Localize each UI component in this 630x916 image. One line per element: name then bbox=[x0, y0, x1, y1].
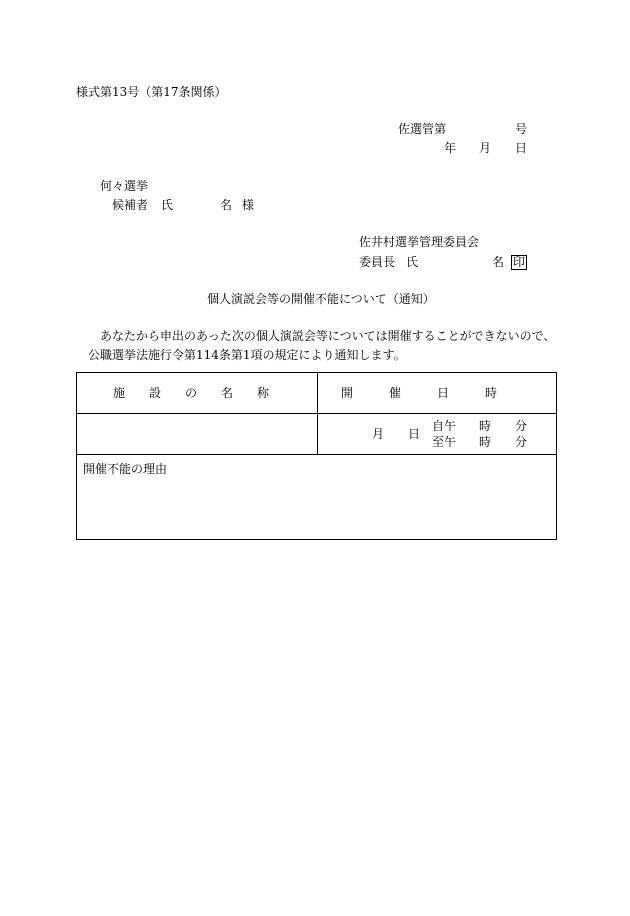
date-year: 年 bbox=[444, 141, 457, 155]
addressee-name-label-2: 名 bbox=[220, 198, 233, 212]
cell-from-hour: 時 bbox=[479, 419, 492, 433]
document-number-suffix: 号 bbox=[515, 122, 528, 136]
cell-from-minute: 分 bbox=[515, 419, 528, 433]
cell-to-hour: 時 bbox=[479, 435, 492, 449]
header-date-time: 開 催 日 時 bbox=[341, 386, 498, 400]
cell-to-minute: 分 bbox=[515, 435, 528, 449]
form-number: 様式第13号（第17条関係） bbox=[76, 85, 227, 99]
body-line-1: あなたから申出のあった次の個人演説会等については開催することができないので、 bbox=[100, 329, 556, 343]
sender-title: 委員長 bbox=[359, 255, 396, 269]
table-column-divider bbox=[317, 372, 318, 454]
committee-name: 佐井村選挙管理委員会 bbox=[359, 235, 480, 249]
seal-box bbox=[511, 255, 527, 270]
honorific: 様 bbox=[242, 198, 255, 212]
table-row-divider-2 bbox=[76, 454, 557, 455]
date-month: 月 bbox=[479, 141, 492, 155]
addressee-name-label-1: 氏 bbox=[161, 198, 174, 212]
document-title: 個人演説会等の開催不能について（通知） bbox=[207, 292, 435, 306]
cell-day: 日 bbox=[408, 427, 421, 441]
candidate-label: 候補者 bbox=[112, 198, 149, 212]
cell-month: 月 bbox=[372, 427, 385, 441]
cell-to-ampm: 至午 bbox=[432, 435, 457, 449]
sender-name-label-2: 名 bbox=[492, 255, 505, 269]
cell-from-ampm: 自午 bbox=[432, 419, 457, 433]
header-facility-name: 施 設 の 名 称 bbox=[113, 386, 270, 400]
body-line-2: 公職選挙法施行令第114条第1項の規定により通知します。 bbox=[88, 348, 406, 362]
election-name: 何々選挙 bbox=[100, 179, 149, 193]
document-number-prefix: 佐選管第 bbox=[398, 122, 447, 136]
date-day: 日 bbox=[515, 141, 528, 155]
reason-label: 開催不能の理由 bbox=[83, 462, 168, 476]
sender-name-label-1: 氏 bbox=[406, 255, 419, 269]
seal-mark: 印 bbox=[513, 255, 526, 269]
